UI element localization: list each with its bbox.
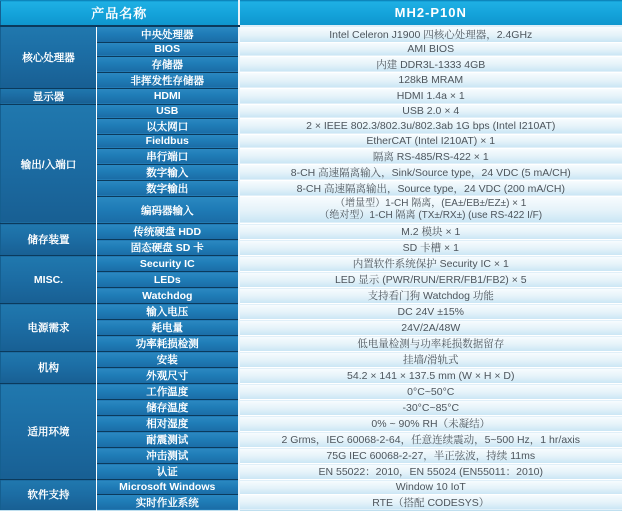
spec-value-cell: M.2 模块 × 1 xyxy=(239,224,622,240)
spec-name-cell: BIOS xyxy=(97,42,239,56)
spec-value-cell: EtherCAT (Intel I210AT) × 1 xyxy=(239,134,622,148)
category-cell: MISC. xyxy=(1,256,97,304)
spec-value-cell: SD 卡槽 × 1 xyxy=(239,240,622,256)
spec-name-cell: 认证 xyxy=(97,464,239,480)
spec-value-cell: 75G IEC 60068-2-27，半正弦波，持续 11ms xyxy=(239,448,622,464)
spec-name-cell: 外观尺寸 xyxy=(97,368,239,384)
spec-value-cell: RTE（搭配 CODESYS） xyxy=(239,494,622,510)
spec-value-cell: 8-CH 高速隔离输出，Source type，24 VDC (200 mA/CH) xyxy=(239,180,622,196)
spec-name-cell: 相对湿度 xyxy=(97,416,239,432)
spec-name-cell: 中央处理器 xyxy=(97,26,239,43)
spec-value-cell: 内建 DDR3L-1333 4GB xyxy=(239,56,622,72)
spec-value-line: （绝对型）1-CH 隔离 (TX±/RX±) (use RS-422 I/F) xyxy=(240,210,622,223)
category-cell: 电源需求 xyxy=(1,304,97,352)
spec-row xyxy=(1,384,622,400)
spec-name-cell: 输入电压 xyxy=(97,304,239,320)
spec-name-cell: 数字输出 xyxy=(97,180,239,196)
spec-row xyxy=(1,224,622,240)
product-name-header: 产品名称 xyxy=(1,1,239,26)
spec-row xyxy=(1,304,622,320)
spec-value-cell: HDMI 1.4a × 1 xyxy=(239,88,622,104)
category-cell: 机构 xyxy=(1,352,97,384)
spec-name-cell: 传统硬盘 HDD xyxy=(97,224,239,240)
spec-value-cell: 2 × IEEE 802.3/802.3u/802.3ab 1G bps (Intel I210AT) xyxy=(239,118,622,134)
spec-name-cell: 非挥发性存储器 xyxy=(97,72,239,88)
spec-name-cell: 串行端口 xyxy=(97,148,239,164)
spec-value-cell: Intel Celeron J1900 四核心处理器，2.4GHz xyxy=(239,26,622,43)
spec-name-cell: 耐震测试 xyxy=(97,432,239,448)
spec-name-cell: 数字输入 xyxy=(97,164,239,180)
spec-name-cell: 存储器 xyxy=(97,56,239,72)
category-cell: 显示器 xyxy=(1,88,97,104)
category-cell: 输出/入端口 xyxy=(1,104,97,224)
spec-value-cell: 挂墙/滑轨式 xyxy=(239,352,622,368)
spec-name-cell: 以太网口 xyxy=(97,118,239,134)
spec-name-cell: 安装 xyxy=(97,352,239,368)
spec-value-cell: EN 55022：2010，EN 55024 (EN55011：2010) xyxy=(239,464,622,480)
spec-value-cell: 54.2 × 141 × 137.5 mm (W × H × D) xyxy=(239,368,622,384)
spec-table-body xyxy=(1,26,622,511)
spec-value-cell xyxy=(239,196,622,223)
spec-name-cell: 耗电量 xyxy=(97,320,239,336)
spec-value-cell: 内置软件系统保护 Security IC × 1 xyxy=(239,256,622,272)
spec-name-cell: Watchdog xyxy=(97,288,239,304)
spec-value-cell: 8-CH 高速隔离输入，Sink/Source type，24 VDC (5 mA/CH) xyxy=(239,164,622,180)
spec-value-cell: 隔离 RS-485/RS-422 × 1 xyxy=(239,148,622,164)
spec-name-cell: 实时作业系统 xyxy=(97,494,239,510)
category-cell: 软件支持 xyxy=(1,480,97,510)
spec-row xyxy=(1,480,622,494)
spec-value-cell: AMI BIOS xyxy=(239,42,622,56)
spec-row xyxy=(1,26,622,43)
spec-value-cell: 2 Grms，IEC 60068-2-64，任意连续震动，5~500 Hz，1 hr/axis xyxy=(239,432,622,448)
category-cell: 储存装置 xyxy=(1,224,97,256)
spec-name-cell: 编码器输入 xyxy=(97,196,239,223)
category-cell: 适用环境 xyxy=(1,384,97,480)
spec-name-cell: 固态硬盘 SD 卡 xyxy=(97,240,239,256)
spec-row xyxy=(1,256,622,272)
model-header: MH2-P10N xyxy=(239,1,622,26)
spec-name-cell: Microsoft Windows xyxy=(97,480,239,494)
spec-value-cell: Window 10 IoT xyxy=(239,480,622,494)
spec-value-cell: -30°C~85°C xyxy=(239,400,622,416)
spec-name-cell: 储存温度 xyxy=(97,400,239,416)
spec-name-cell: Security IC xyxy=(97,256,239,272)
spec-name-cell: 工作温度 xyxy=(97,384,239,400)
spec-name-cell: HDMI xyxy=(97,88,239,104)
spec-value-cell: 0% ~ 90% RH（未凝结） xyxy=(239,416,622,432)
spec-value-cell: DC 24V ±15% xyxy=(239,304,622,320)
table-header-row xyxy=(1,1,622,26)
spec-row xyxy=(1,88,622,104)
spec-name-cell: Fieldbus xyxy=(97,134,239,148)
spec-value-cell: 128kB MRAM xyxy=(239,72,622,88)
spec-name-cell: USB xyxy=(97,104,239,118)
category-cell: 核心处理器 xyxy=(1,26,97,89)
spec-value-cell: 支持看门狗 Watchdog 功能 xyxy=(239,288,622,304)
spec-row xyxy=(1,104,622,118)
spec-name-cell: LEDs xyxy=(97,272,239,288)
spec-value-cell: 24V/2A/48W xyxy=(239,320,622,336)
spec-value-cell: 低电量检测与功率耗损数据留存 xyxy=(239,336,622,352)
spec-value-cell: LED 显示 (PWR/RUN/ERR/FB1/FB2) × 5 xyxy=(239,272,622,288)
spec-value-cell: USB 2.0 × 4 xyxy=(239,104,622,118)
spec-value-cell: 0°C~50°C xyxy=(239,384,622,400)
spec-name-cell: 功率耗损检测 xyxy=(97,336,239,352)
spec-name-cell: 冲击测试 xyxy=(97,448,239,464)
spec-row xyxy=(1,352,622,368)
spec-value-line: （增量型）1-CH 隔离，(EA±/EB±/EZ±) × 1 xyxy=(240,198,622,211)
